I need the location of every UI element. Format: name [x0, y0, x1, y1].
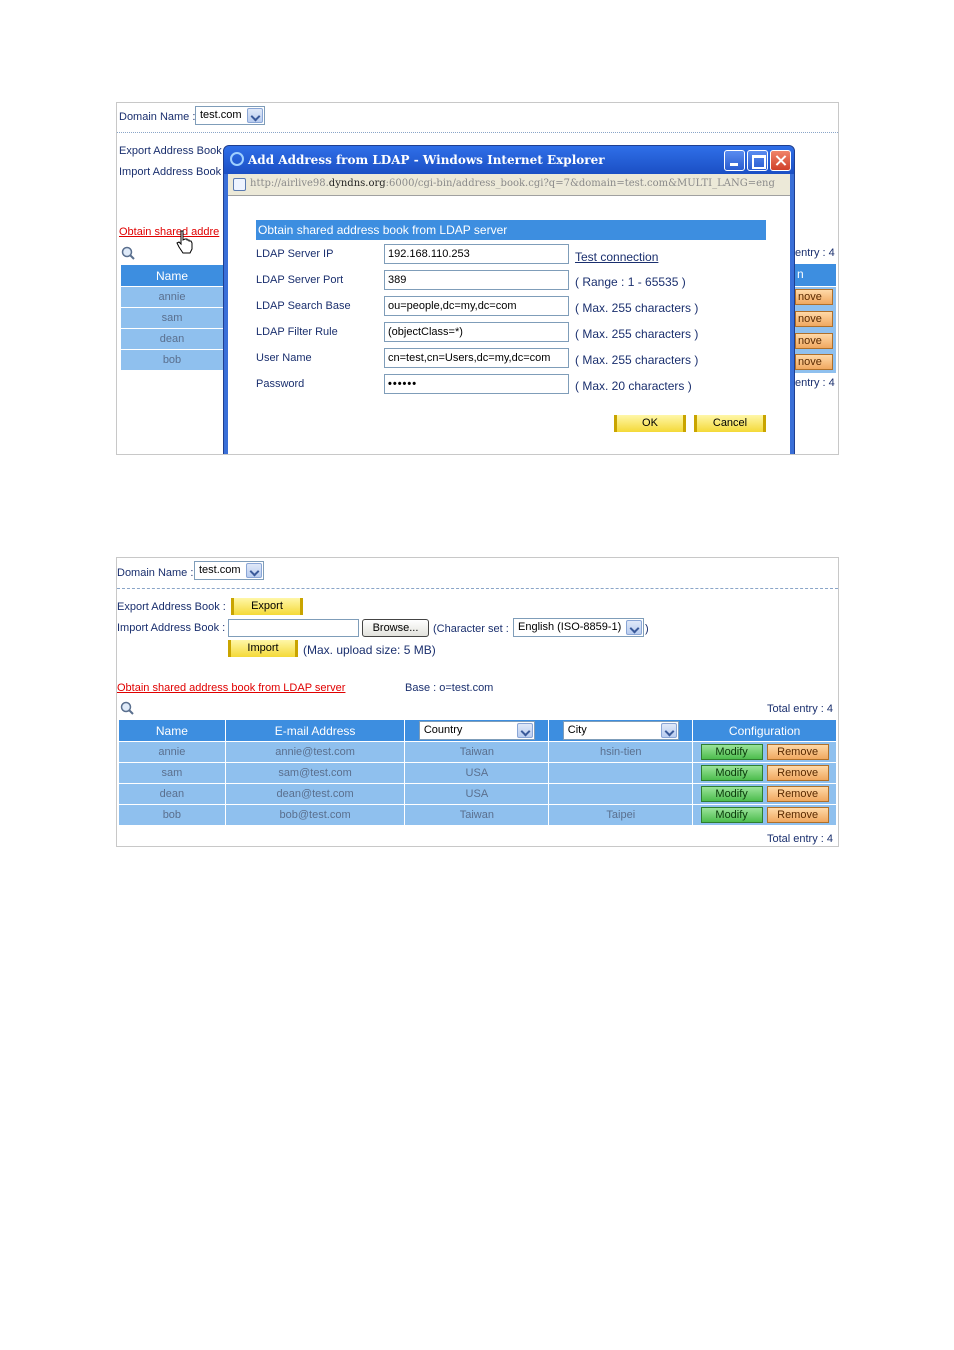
table-row [119, 763, 837, 784]
email-column-header: E-mail Address [225, 720, 405, 742]
cell-country: USA [405, 763, 549, 784]
cell-config [693, 805, 837, 826]
name-column-header: Name [119, 720, 226, 742]
import-address-book-label: Import Address Book [119, 166, 222, 178]
ldap-popup-window [223, 145, 795, 455]
window-titlebar[interactable] [224, 146, 794, 174]
cell-city [549, 784, 693, 805]
table-row: annie [121, 287, 224, 308]
port-range-hint: ( Range : 1 - 65535 ) [575, 275, 686, 289]
close-icon[interactable] [770, 150, 791, 171]
page-icon [233, 178, 246, 191]
upload-size-hint: (Max. upload size: 5 MB) [303, 643, 436, 657]
cell-email: dean@test.com [225, 784, 405, 805]
ldap-link[interactable]: Obtain shared addre [119, 226, 220, 238]
character-set-select[interactable] [513, 618, 644, 637]
divider [117, 588, 838, 589]
minimize-icon[interactable] [724, 150, 745, 171]
window-title: Add Address from LDAP - Windows Internet Explorer [248, 153, 605, 167]
divider [117, 132, 838, 133]
country-filter-select[interactable] [419, 721, 535, 740]
city-column-header [549, 720, 693, 742]
ok-button[interactable]: OK [614, 415, 686, 432]
city-filter-select[interactable] [563, 721, 679, 740]
total-entry-bottom: entry : 4 [795, 377, 835, 389]
character-set-close: ) [645, 623, 649, 635]
character-set-label: (Character set : [433, 623, 509, 635]
table-row: dean [121, 329, 224, 350]
total-entry-top: entry : 4 [795, 247, 835, 259]
address-bar[interactable] [228, 174, 790, 196]
password-hint: ( Max. 20 characters ) [575, 379, 692, 393]
cell-config [693, 784, 837, 805]
cell-name: bob [119, 805, 226, 826]
cell-email: sam@test.com [225, 763, 405, 784]
ldap-server-ip-label: LDAP Server IP [256, 248, 334, 260]
cell-email: annie@test.com [225, 742, 405, 763]
cell-name: sam [119, 763, 226, 784]
remove-button[interactable]: Remove [767, 786, 829, 802]
cell-email: bob@test.com [225, 805, 405, 826]
test-connection-link[interactable]: Test connection [575, 250, 659, 264]
configuration-column-header: Configuration [693, 720, 837, 742]
domain-select-value: test.com [200, 109, 242, 121]
cell-name: dean [119, 784, 226, 805]
cell-country: Taiwan [405, 805, 549, 826]
import-file-input[interactable] [228, 619, 359, 637]
character-set-value: English (ISO-8859-1) [518, 621, 622, 633]
address-url: http://airlive98.dyndns.org:6000/cgi-bin/address_book.cgi?q=7&domain=test.com&MULTI_LANG=eng [250, 178, 775, 189]
cell-city [549, 763, 693, 784]
table-row [119, 742, 837, 763]
modify-button[interactable]: Modify [701, 807, 763, 823]
address-table-partial [120, 264, 224, 371]
total-entry-top: Total entry : 4 [766, 703, 833, 715]
search-base-hint: ( Max. 255 characters ) [575, 301, 699, 315]
cell-city: hsin-tien [549, 742, 693, 763]
chevron-down-icon [626, 620, 642, 635]
chevron-down-icon [517, 723, 533, 738]
remove-button[interactable]: Remove [767, 807, 829, 823]
search-icon[interactable] [120, 701, 134, 715]
ldap-search-base-input[interactable]: ou=people,dc=my,dc=com [384, 296, 569, 316]
cell-name: annie [119, 742, 226, 763]
domain-select[interactable] [194, 561, 264, 580]
remove-button[interactable]: nove [795, 333, 833, 349]
remove-button[interactable]: Remove [767, 765, 829, 781]
ie-icon [230, 152, 244, 166]
name-column-header: Name [121, 265, 224, 287]
export-address-book-label: Export Address Book : [117, 601, 226, 613]
country-column-header [405, 720, 549, 742]
ldap-link[interactable]: Obtain shared address book from LDAP server [117, 682, 346, 694]
ldap-filter-rule-label: LDAP Filter Rule [256, 326, 338, 338]
import-button[interactable]: Import [228, 640, 298, 657]
domain-name-label: Domain Name : [117, 567, 194, 579]
popup-content [228, 196, 790, 455]
country-filter-value: Country [423, 724, 463, 736]
user-name-input[interactable]: cn=test,cn=Users,dc=my,dc=com [384, 348, 569, 368]
remove-button[interactable]: nove [795, 354, 833, 370]
ldap-dialog-screenshot [116, 102, 839, 455]
config-column-header-partial: n [795, 264, 836, 286]
ldap-form-heading: Obtain shared address book from LDAP server [256, 220, 766, 240]
remove-button[interactable]: Remove [767, 744, 829, 760]
ldap-server-ip-input[interactable]: 192.168.110.253 [384, 244, 569, 264]
table-row: bob [121, 350, 224, 371]
ldap-base-text: Base : o=test.com [405, 682, 494, 694]
cell-city: Taipei [549, 805, 693, 826]
cell-config [693, 742, 837, 763]
city-filter-value: City [567, 724, 587, 736]
table-row: sam [121, 308, 224, 329]
user-name-hint: ( Max. 255 characters ) [575, 353, 699, 367]
chevron-down-icon [246, 563, 262, 578]
address-book-table [118, 719, 837, 826]
remove-button[interactable]: nove [795, 311, 833, 327]
filter-rule-hint: ( Max. 255 characters ) [575, 327, 699, 341]
export-button[interactable]: Export [231, 598, 303, 615]
import-address-book-label: Import Address Book : [117, 622, 226, 634]
ldap-server-port-input[interactable]: 389 [384, 270, 569, 290]
password-label: Password [256, 378, 305, 390]
domain-select[interactable] [195, 106, 265, 125]
password-input[interactable]: •••••• [384, 374, 569, 394]
domain-select-value: test.com [199, 564, 241, 576]
hand-cursor-icon [175, 229, 195, 255]
table-row [119, 784, 837, 805]
modify-button[interactable]: Modify [701, 765, 763, 781]
browse-button[interactable]: Browse... [362, 619, 429, 637]
modify-button[interactable]: Modify [701, 744, 763, 760]
cell-country: USA [405, 784, 549, 805]
chevron-down-icon [661, 723, 677, 738]
address-book-screenshot [116, 557, 839, 847]
domain-name-label: Domain Name : [119, 111, 196, 123]
total-entry-bottom: Total entry : 4 [766, 833, 833, 845]
ldap-filter-rule-input[interactable]: (objectClass=*) [384, 322, 569, 342]
modify-button[interactable]: Modify [701, 786, 763, 802]
export-address-book-label: Export Address Book [119, 145, 222, 157]
cell-country: Taiwan [405, 742, 549, 763]
cell-config [693, 763, 837, 784]
chevron-down-icon [247, 108, 263, 123]
ldap-search-base-label: LDAP Search Base [256, 300, 351, 312]
remove-button[interactable]: nove [795, 289, 833, 305]
cancel-button[interactable]: Cancel [694, 415, 766, 432]
maximize-icon[interactable] [747, 150, 768, 171]
table-row [119, 805, 837, 826]
search-icon[interactable] [121, 246, 135, 260]
ldap-server-port-label: LDAP Server Port [256, 274, 344, 286]
user-name-label: User Name [256, 352, 312, 364]
